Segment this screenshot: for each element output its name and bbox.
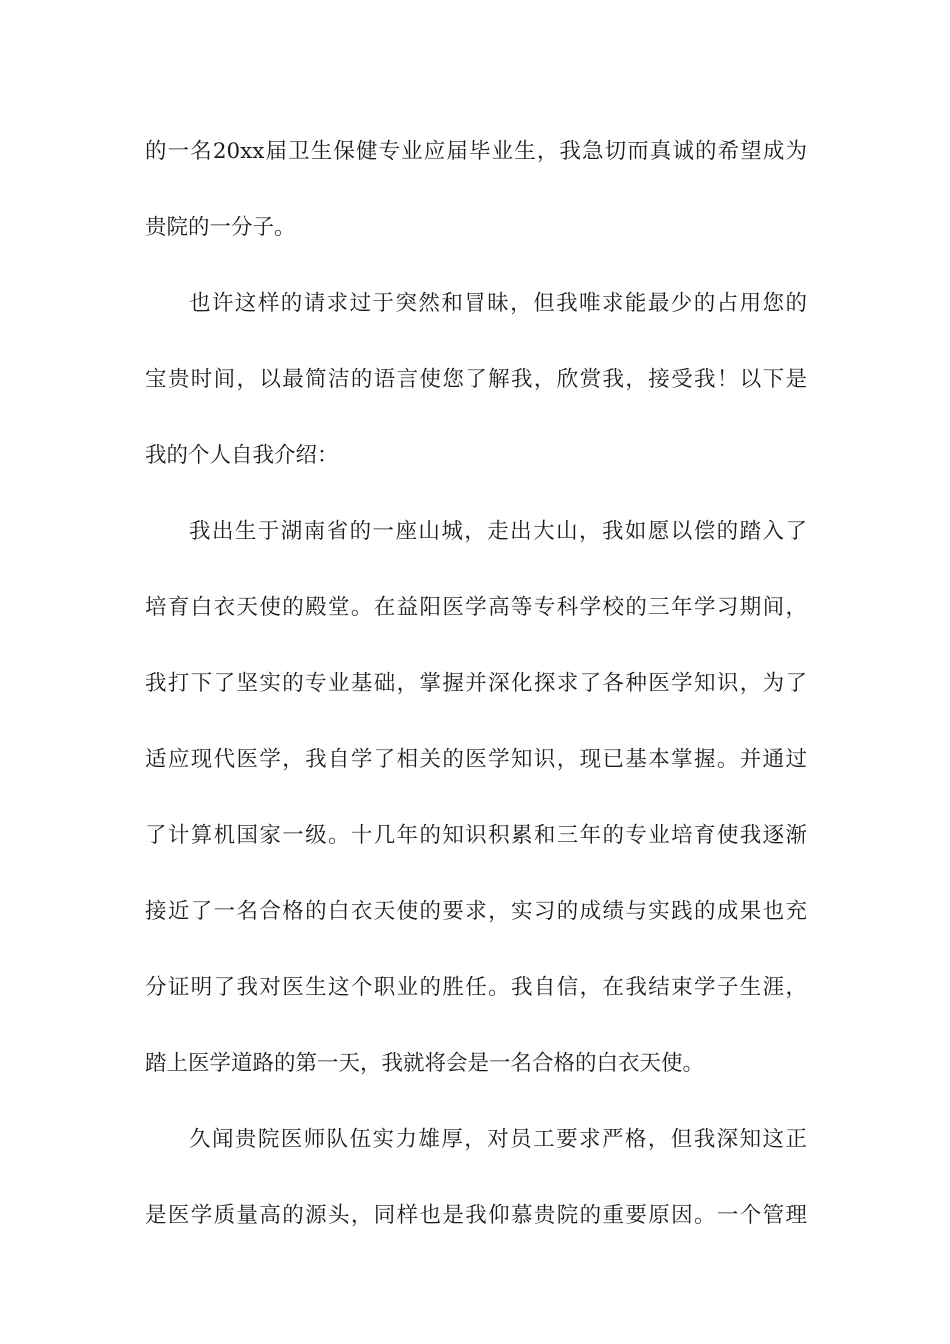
text-line: 踏上医学道路的第一天，我就将会是一名合格的白衣天使。 <box>145 1051 705 1076</box>
text-line: 宝贵时间，以最简洁的语言使您了解我，欣赏我，接受我！以下是 <box>145 367 807 392</box>
text-line: 适应现代医学，我自学了相关的医学知识，现已基本掌握。并通过 <box>145 747 807 772</box>
text-line: 我打下了坚实的专业基础，掌握并深化探求了各种医学知识，为了 <box>145 671 807 696</box>
text-line: 培育白衣天使的殿堂。在益阳医学高等专科学校的三年学习期间， <box>145 595 807 620</box>
body-text <box>145 128 807 1268</box>
text-line: 了计算机国家一级。十几年的知识积累和三年的专业培育使我逐渐 <box>145 823 807 848</box>
text-line: 久闻贵院医师队伍实力雄厚，对员工要求严格，但我深知这正 <box>189 1127 807 1152</box>
text-line: 也许这样的请求过于突然和冒昧，但我唯求能最少的占用您的 <box>189 291 807 316</box>
text-line: 是医学质量高的源头，同样也是我仰慕贵院的重要原因。一个管理 <box>145 1203 807 1228</box>
text-line: 我出生于湖南省的一座山城，走出大山，我如愿以偿的踏入了 <box>189 519 807 544</box>
text-line: 贵院的一分子。 <box>145 215 296 240</box>
text-line: 分证明了我对医生这个职业的胜任。我自信，在我结束学子生涯， <box>145 975 807 1000</box>
text-line: 接近了一名合格的白衣天使的要求，实习的成绩与实践的成果也充 <box>145 899 807 924</box>
text-line: 的一名20xx届卫生保健专业应届毕业生，我急切而真诚的希望成为 <box>145 139 807 164</box>
text-line: 我的个人自我介绍： <box>145 443 339 468</box>
